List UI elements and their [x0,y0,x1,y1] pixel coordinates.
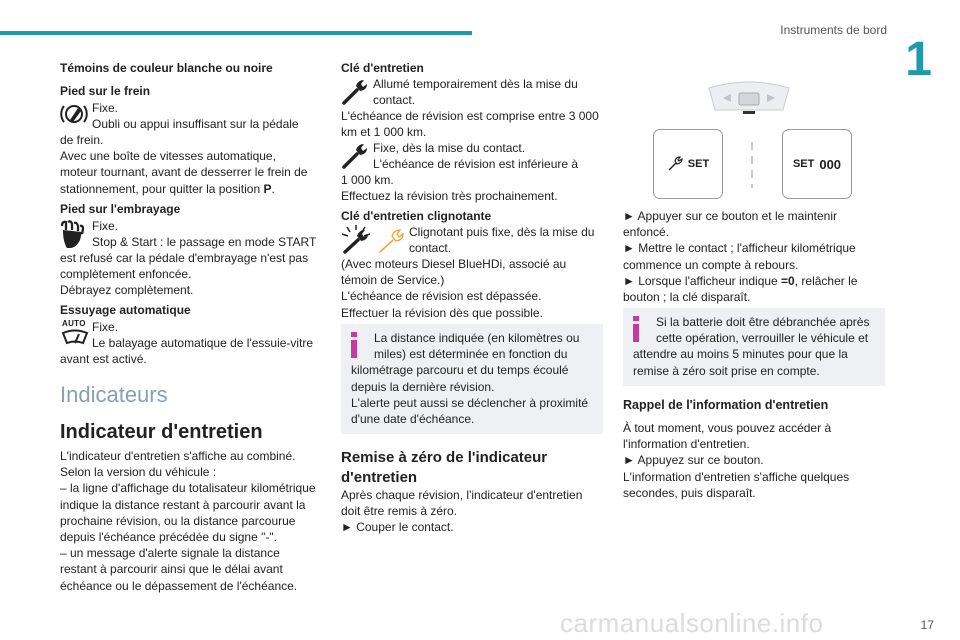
watermark: carmanualsonline.info [560,608,824,638]
embrayage-line-1: Fixe. [92,219,119,233]
maint-line: prochaine révision, ou la distance parcourue [60,513,296,528]
essuyage-text: avant est activé. [60,352,147,366]
wiper-icon [61,329,89,347]
cle-a-line-2: contact. [373,93,416,108]
embrayage-text: Débrayez complètement. [60,283,194,298]
maint-line: indique la distance restant à parcourir avant la [60,497,306,512]
cle-a-row [341,76,603,108]
wrench-outline-icon [667,156,683,172]
clign-text: témoin de Service.) [341,273,445,288]
cle-b-line-2: L'échéance de révision est inférieure à [373,157,579,172]
frein-title: Pied sur le frein [60,84,151,98]
step-text: ► Lorsque l'afficheur indique [623,273,782,288]
divider-dashes [749,142,755,188]
essuyage-line-2: Le balayage automatique de l'essuie-vitre [92,336,314,351]
info-note [341,324,603,434]
note-line: Si la batterie doit être débranchée après [656,315,870,329]
clign-title: Clé d'entretien clignotante [341,209,492,223]
cle-b-row [341,140,603,172]
maint-line: Selon la version du véhicule : [60,465,217,480]
clign-text: Effectuer la révision dès que possible. [341,305,543,320]
step-line: bouton ; la clé disparaît. [623,290,751,305]
column-middle [341,0,603,535]
set-label: SET [687,158,710,170]
step-line: ► Appuyer sur ce bouton et le maintenir [623,209,837,223]
frein-line-2: Oubli ou appui insuffisant sur la pédale [92,117,299,132]
essuyage-line-1: Fixe. [92,320,119,334]
embrayage-title: Pied sur l'embrayage [60,202,181,216]
rappel-title: Rappel de l'information d'entretien [623,398,829,412]
essuyage-row [60,319,322,351]
step-line: ► Mettre le contact ; l'afficheur kilométrique [623,241,856,256]
reset-title-line: d'entretien [341,469,418,486]
frein-text: de frein. [60,133,104,147]
reset-title-line: Remise à zéro de l'indicateur [341,449,548,466]
reset-body [341,487,606,536]
rappel-line: L'information d'entretien s'affiche quelques [623,469,850,484]
note-line: cette opération, verrouiller le véhicule et [656,331,869,346]
frein-row [60,100,322,132]
clign-text: (Avec moteurs Diesel BlueHDi, associé au [341,257,567,271]
chapter-number: 1 [905,33,932,86]
reset-title [341,448,603,488]
frein-text: Avec une boîte de vitesses automatique, [60,149,276,164]
step-line: commence un compte à rebours. [623,257,799,272]
rappel-body [623,420,885,501]
reset-line: doit être remis à zéro. [341,504,458,519]
auto-label: AUTO [62,319,86,328]
auto-wiper-icon [58,319,92,351]
odometer-zeros: 000 [819,156,842,172]
flashing-wrench-icon [339,224,409,256]
cle-a-line-1: Allumé temporairement dès la mise du [373,77,578,91]
cle-a-body [341,108,606,140]
maintenance-indicator-title: Indicateur d'entretien [60,421,263,443]
cle-title: Clé d'entretien [341,61,424,75]
maint-line: restant à parcourir ainsi que le délai avant [60,562,283,577]
brake-warning-icon [58,100,92,132]
essuyage-title: Essuyage automatique [60,303,191,317]
set-button-left[interactable] [653,129,723,199]
note-line: La distance indiquée (en kilomètres ou [374,331,580,345]
note-line: d'une date d'échéance. [351,412,475,427]
clign-row [341,224,603,256]
foot-on-clutch-icon [58,218,92,250]
cle-a-text: km et 1 000 km. [341,125,427,140]
step-line: enfoncé. [623,225,670,240]
reset-line: ► Couper le contact. [341,520,454,535]
step-line [623,273,885,289]
essuyage-body [60,351,322,367]
frein-dot: . [271,181,275,196]
note-line: kilométrage parcouru et du temps écoulé [351,363,569,378]
maint-line: échéance ou le dépassement de l'échéance. [60,578,298,593]
embrayage-body [60,250,322,299]
cle-b-line-1: Fixe, dès la mise du contact. [373,141,526,155]
clign-line-1: Clignotant puis fixe, dès la mise du [409,225,595,239]
maint-line: L'indicateur d'entretien s'affiche au combiné. [60,449,296,463]
note-line: L'alerte peut aussi se déclencher à proximité [351,395,589,410]
clign-text: L'échéance de révision est dépassée. [341,289,542,304]
note-line: depuis la dernière révision. [351,379,495,394]
maint-line: depuis l'échéance précédée du signe "-". [60,530,277,545]
frein-text [60,181,322,197]
frein-body [60,132,322,197]
note-line: miles) est déterminée en fonction du [374,347,568,362]
frein-line-1: Fixe. [92,101,119,115]
info-icon [631,316,641,342]
rappel-line: À tout moment, vous pouvez accéder à [623,421,832,435]
battery-note [623,308,885,386]
instrument-cluster-illustration [703,80,795,120]
wrench-icon [339,140,373,172]
embrayage-text: complètement enfoncée. [60,267,192,282]
maintenance-indicator-body [60,448,325,594]
frein-text: moteur tournant, avant de desserrer le frein de [60,165,308,180]
embrayage-row [60,218,322,250]
rappel-line: secondes, puis disparaît. [623,485,756,500]
step-bold: =0 [781,273,795,288]
maint-line: – un message d'alerte signale la distance [60,546,280,561]
page-number: 17 [920,618,934,632]
cle-b-text: Effectuez la révision très prochainement. [341,189,558,204]
section-heading: Témoins de couleur blanche ou noire [60,61,273,75]
set-label: SET [792,158,815,170]
rappel-line: ► Appuyez sur ce bouton. [623,453,764,468]
step-text: , relâcher le [794,273,858,288]
reset-steps [623,208,885,305]
clign-body [341,256,603,321]
position-p: P [263,181,272,196]
cle-b-body [341,172,603,204]
set-button-right[interactable] [782,129,852,199]
rappel-line: l'information d'entretien. [623,437,750,452]
frein-text-part: stationnement, pour quitter la position [60,181,261,196]
maint-line: – la ligne d'affichage du totalisateur kilométrique [60,481,316,496]
note-line: attendre au moins 5 minutes pour que la [633,347,848,362]
embrayage-line-2: Stop & Start : le passage en mode START [92,235,317,250]
cle-a-text: L'échéance de révision est comprise entre 3 000 [341,109,599,123]
embrayage-text: est refusé car la pédale d'embrayage n'est pas [60,251,309,265]
info-icon [349,332,359,358]
column-right [623,0,885,500]
indicateurs-heading: Indicateurs [60,382,168,407]
running-header: Instruments de bord [780,23,887,37]
note-line: remise à zéro soit prise en compte. [633,363,820,378]
cle-b-text: 1 000 km. [341,173,394,187]
wrench-icon [339,76,373,108]
reset-line: Après chaque révision, l'indicateur d'entretien [341,488,583,502]
clign-line-2: contact. [409,241,452,256]
